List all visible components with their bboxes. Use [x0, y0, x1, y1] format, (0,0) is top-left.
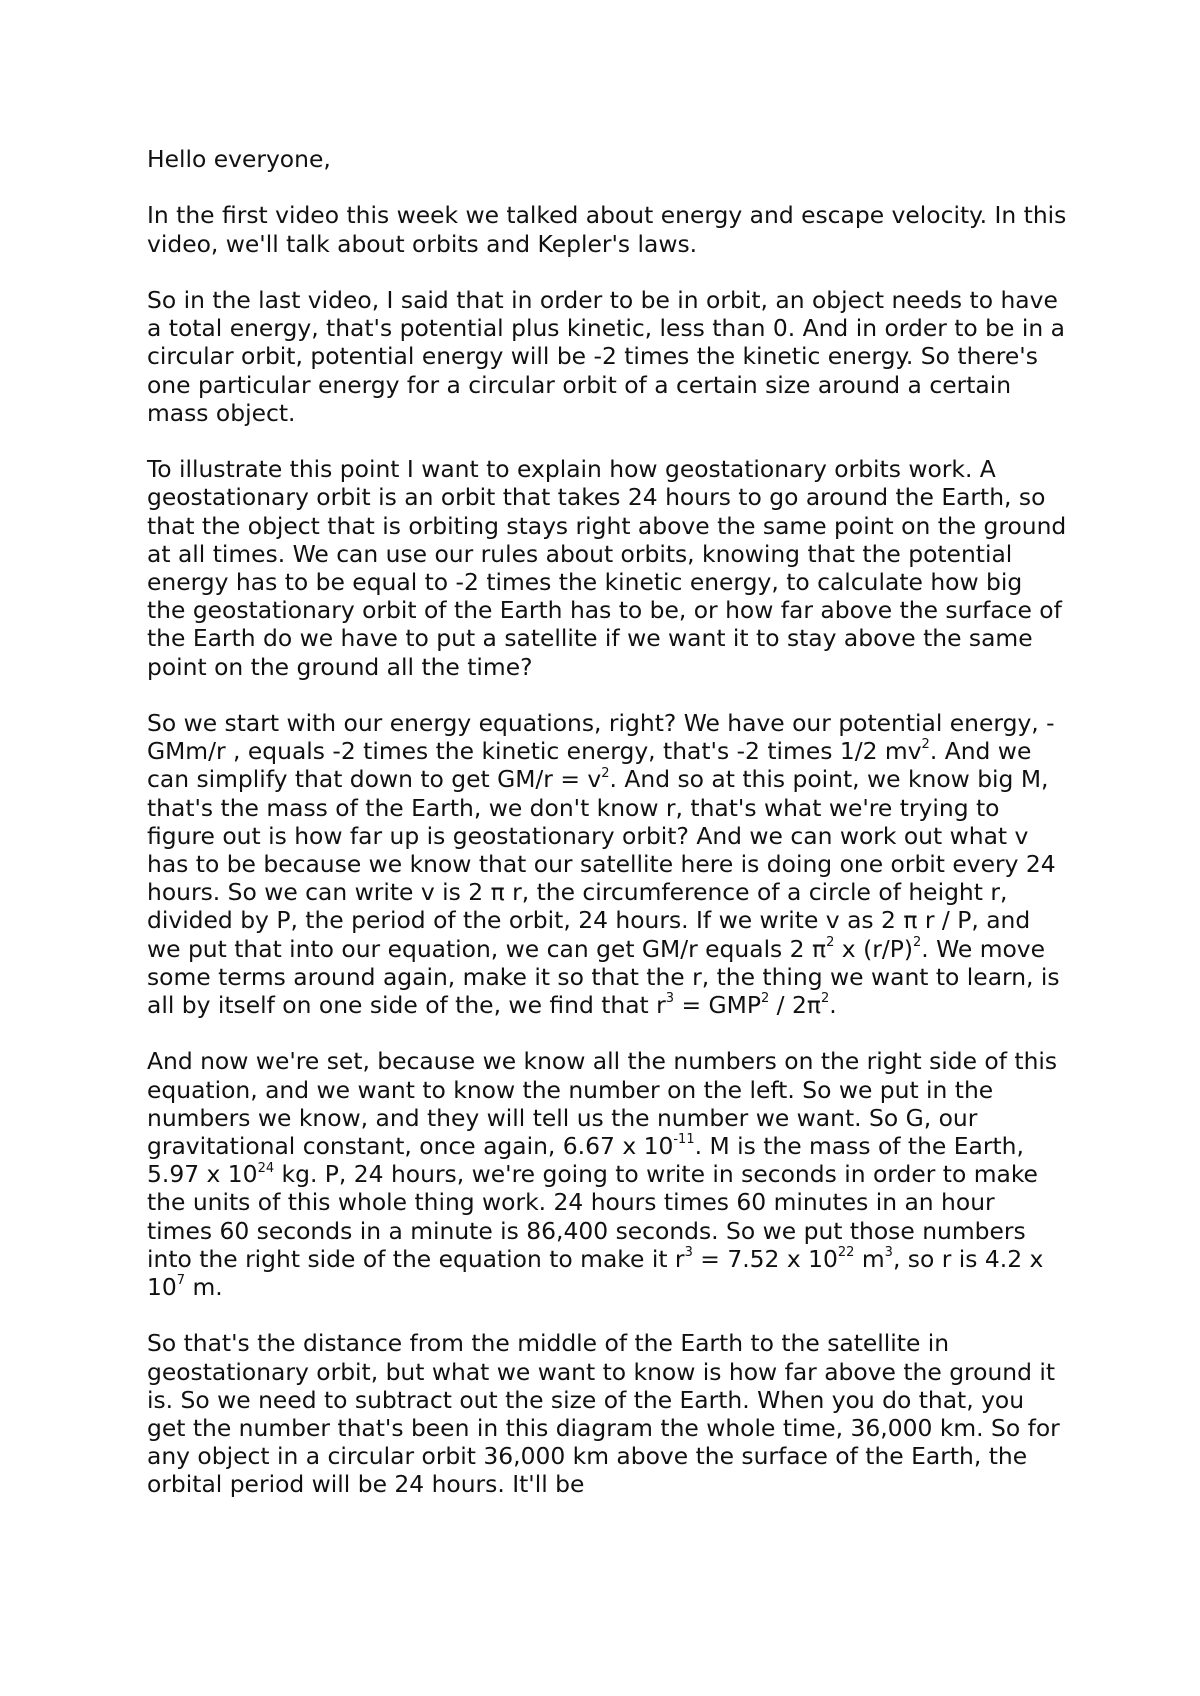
superscript: 2	[760, 991, 770, 1007]
text-span: , so r is 4.2 x 10	[147, 1244, 1044, 1302]
paragraph-geostationary: To illustrate this point I want to explain how geostationary orbits work. A geostationary orbit is an orbit that takes 24 hours to go around the Earth, so that the object that is orbiting stays right above the same point on the ground at all times. We can use our rules about orbits, knowing that the potential energy has to be equal to -2 times the kinetic energy, to calculate how big the geostationary orbit of the Earth has to be, or how far above the surface of the Earth do we have to put a satellite if we want it to stay above the same point on the ground all the time?	[147, 455, 1067, 681]
text-span: .	[829, 991, 837, 1020]
text-span: So we start with our energy equations, right? We have our potential energy, -GMm/r , equals -2 times the kinetic energy, that's -2 times 1/2 mv	[147, 709, 1055, 766]
text-span: . And we can simplify that down to get GM/r = v	[147, 737, 1032, 794]
superscript: 7	[176, 1273, 186, 1289]
paragraph-intro: In the first video this week we talked about energy and escape velocity. In this video, we'll talk about orbits and Kepler's laws.	[147, 201, 1067, 258]
superscript: 2	[912, 934, 922, 950]
paragraph-numbers	[147, 1047, 1067, 1301]
superscript: 3	[665, 991, 675, 1007]
text-span: . And so at this point, we know big M, that's the mass of the Earth, we don't know r, that's what we're trying to figure out is how far up is geostationary orbit? And we can work out what v has to be because we know that our satellite here is doing one orbit every 24 hours. So we can write v is 2 π r, the circumference of a circle of height r, divided by P, the period of the orbit, 24 hours. If we write v as 2 π r / P, and we put that into our equation, we can get GM/r equals 2 π	[147, 765, 1056, 963]
text-span: . M is the mass of the Earth, 5.97 x 10	[147, 1132, 1024, 1189]
greeting-paragraph: Hello everyone,	[147, 145, 331, 173]
paragraph-conclusion: So that's the distance from the middle of the Earth to the satellite in geostationary orbit, but what we want to know is how far above the ground it is. So we need to subtract out the size of the Earth. When you do that, you get the number that's been in this diagram the whole time, 36,000 km. So for any object in a circular orbit 36,000 km above the surface of the Earth, the orbital period will be 24 hours. It'll be	[147, 1329, 1060, 1499]
text-span: = 7.52 x 10	[692, 1244, 838, 1273]
superscript: 24	[257, 1160, 275, 1176]
superscript: -11	[673, 1132, 695, 1148]
text-span: And now we're set, because we know all the numbers on the right side of this equation, and we want to know the number on the left. So we put in the numbers we know, and they will tell us the number we want. So G, our gravitational constant, once again, 6.67 x 10	[147, 1047, 1058, 1161]
superscript: 22	[837, 1245, 855, 1261]
text-span: / 2π	[769, 991, 821, 1020]
superscript: 2	[820, 991, 830, 1007]
text-span: m.	[185, 1273, 223, 1302]
text-span: = GMP	[674, 991, 761, 1020]
paragraph-energy-equations	[147, 709, 1067, 1019]
text-span: kg. P, 24 hours, we're going to write in seconds in order to make the units of this whole thing work. 24 hours times 60 minutes in an hour times 60 seconds in a minute is 86,400 seconds. So we put those numbers into the right side of the equation to make it r	[147, 1160, 1038, 1273]
superscript: 3	[684, 1245, 693, 1261]
text-span: m	[854, 1244, 885, 1273]
superscript: 2	[826, 934, 835, 950]
superscript: 3	[884, 1245, 893, 1261]
superscript: 2	[921, 737, 930, 753]
text-span: x (r/P)	[834, 934, 913, 963]
superscript: 2	[601, 765, 610, 781]
text-span: . We move some terms around again, make it so that the r, the thing we want to learn, is all by itself on one side of the, we find that r	[147, 934, 1060, 1020]
document-body	[147, 145, 1067, 1527]
paragraph-orbit-energy: So in the last video, I said that in order to be in orbit, an object needs to have a total energy, that's potential plus kinetic, less than 0. And in order to be in a circular orbit, potential energy will be -2 times the kinetic energy. So there's one particular energy for a circular orbit of a certain size around a certain mass object.	[147, 285, 1065, 427]
